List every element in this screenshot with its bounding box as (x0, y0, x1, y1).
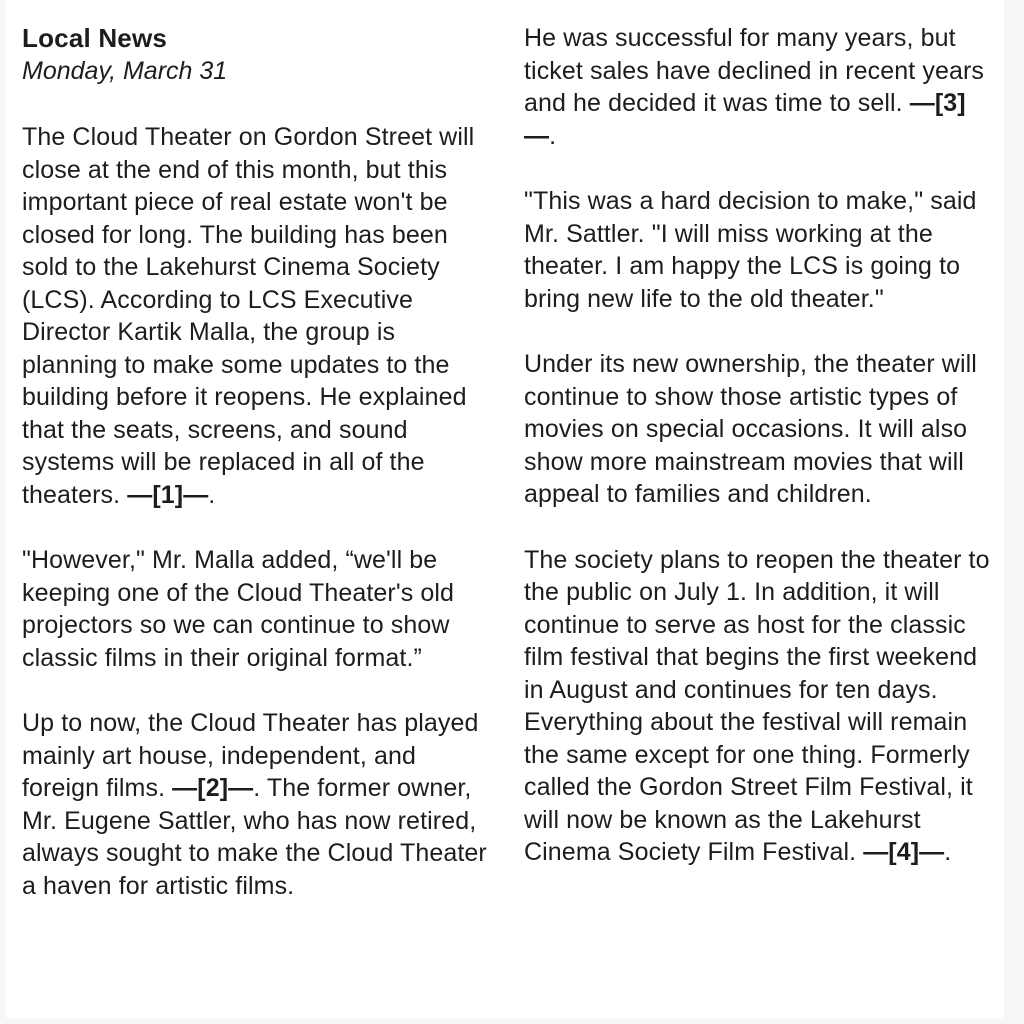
paragraph (22, 121, 492, 511)
text-segment: "However," Mr. Malla added, “we'll be keeping one of the Cloud Theater's old projectors so we can continue to show classic films in their original format.” (22, 546, 455, 672)
article-date: Monday, March 31 (22, 57, 228, 85)
text-segment: . (549, 121, 557, 150)
paragraph (524, 22, 994, 152)
text-segment: "This was a hard decision to make," said Mr. Sattler. "I will miss working at the theater. I am happy the LCS is going to bring new life to the old theater." (524, 187, 977, 313)
column-left-paragraphs (22, 121, 492, 902)
paragraph (524, 185, 994, 315)
article-header (22, 22, 492, 88)
insertion-marker: —[2]— (172, 774, 254, 802)
text-segment: Up to now, the Cloud Theater has played mainly art house, independent, and foreign films. (22, 709, 479, 802)
text-segment: He was successful for many years, but ticket sales have declined in recent years and he decided it was time to sell. (524, 24, 984, 117)
paragraph (22, 544, 492, 674)
article-columns (22, 22, 994, 935)
article-title: Local News (22, 23, 168, 53)
text-segment: Under its new ownership, the theater will continue to show those artistic types of movies on special occasions. It will also show more mainstream movies that will appeal to families and children. (524, 350, 977, 508)
text-segment: . The former owner, Mr. Eugene Sattler, who has now retired, always sought to make the Cloud Theater a haven for artistic films. (22, 774, 487, 900)
paragraph (22, 707, 492, 902)
column-right-paragraphs (524, 22, 994, 869)
insertion-marker: —[4]— (863, 838, 945, 866)
paragraph (524, 348, 994, 511)
column-left (22, 22, 492, 935)
insertion-marker: —[3]— (524, 89, 966, 150)
text-segment: The society plans to reopen the theater to the public on July 1. In addition, it will continue to serve as host for the classic film festival that begins the first weekend in August and continues for ten days. Everything about the festival will remain the same except for one thing. Formerly called the Gordon Street Film Festival, it will now be known as the Lakehurst Cinema Society Film Festival. (524, 545, 990, 866)
text-segment: The Cloud Theater on Gordon Street will close at the end of this month, but this important piece of real estate won't be closed for long. The building has been sold to the Lakehurst Cinema Society (LCS). According to LCS Executive Director Kartik Malla, the group is planning to make some updates to the building before it reopens. He explained that the seats, screens, and sound systems will be replaced in all of the theaters. (22, 123, 475, 509)
column-right (524, 22, 994, 935)
article-page (6, 0, 1004, 1018)
insertion-marker: —[1]— (127, 480, 209, 509)
text-segment: . (208, 480, 216, 509)
paragraph (524, 544, 994, 869)
text-segment: . (944, 838, 952, 866)
